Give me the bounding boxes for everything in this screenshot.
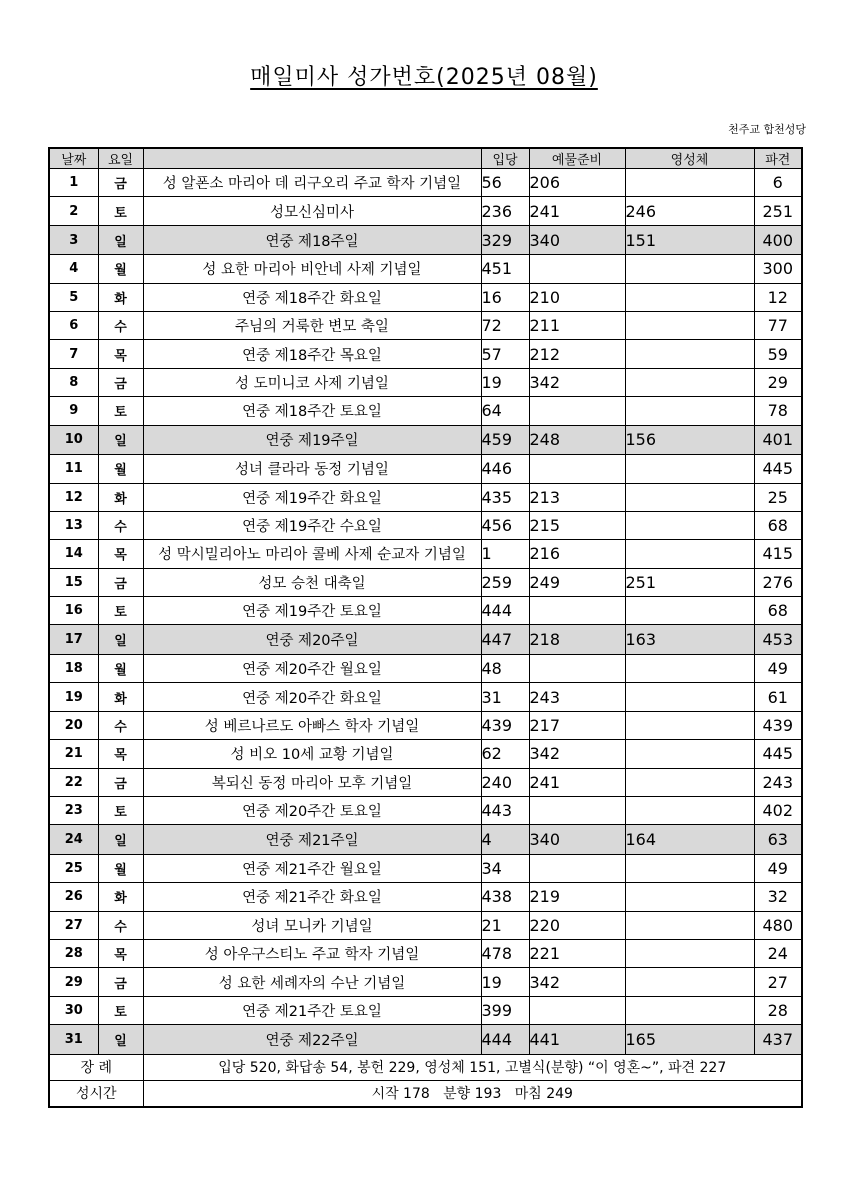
offertory-hymn bbox=[529, 455, 625, 483]
communion-hymn bbox=[625, 511, 754, 539]
date-cell: 2 bbox=[49, 197, 98, 225]
table-body bbox=[49, 169, 802, 1055]
weekday-cell: 토 bbox=[98, 397, 143, 425]
recessional-hymn: 78 bbox=[754, 397, 802, 425]
date-cell: 21 bbox=[49, 740, 98, 768]
table-row bbox=[49, 654, 802, 682]
offertory-hymn: 220 bbox=[529, 911, 625, 939]
date-cell: 5 bbox=[49, 283, 98, 311]
recessional-hymn: 63 bbox=[754, 825, 802, 855]
weekday-cell: 목 bbox=[98, 540, 143, 568]
date-cell: 29 bbox=[49, 968, 98, 996]
weekday-cell: 금 bbox=[98, 968, 143, 996]
recessional-hymn: 68 bbox=[754, 511, 802, 539]
entrance-hymn: 438 bbox=[481, 883, 529, 911]
celebration-name: 연중 제18주간 토요일 bbox=[143, 397, 481, 425]
table-row bbox=[49, 455, 802, 483]
header-ipdang: 입당 bbox=[481, 148, 529, 169]
entrance-hymn: 62 bbox=[481, 740, 529, 768]
communion-hymn bbox=[625, 854, 754, 882]
offertory-hymn: 212 bbox=[529, 340, 625, 368]
entrance-hymn: 329 bbox=[481, 225, 529, 255]
weekday-cell: 목 bbox=[98, 740, 143, 768]
celebration-name: 연중 제19주일 bbox=[143, 425, 481, 455]
entrance-hymn: 443 bbox=[481, 796, 529, 824]
celebration-name: 성 막시밀리아노 마리아 콜베 사제 순교자 기념일 bbox=[143, 540, 481, 568]
date-cell: 6 bbox=[49, 312, 98, 340]
offertory-hymn: 342 bbox=[529, 740, 625, 768]
weekday-cell: 일 bbox=[98, 625, 143, 655]
table-row bbox=[49, 540, 802, 568]
recessional-hymn: 27 bbox=[754, 968, 802, 996]
table-row bbox=[49, 968, 802, 996]
celebration-name: 연중 제22주일 bbox=[143, 1025, 481, 1055]
entrance-hymn: 57 bbox=[481, 340, 529, 368]
table-row bbox=[49, 883, 802, 911]
entrance-hymn: 447 bbox=[481, 625, 529, 655]
table-row bbox=[49, 768, 802, 796]
recessional-hymn: 445 bbox=[754, 740, 802, 768]
communion-hymn bbox=[625, 740, 754, 768]
offertory-hymn bbox=[529, 996, 625, 1024]
date-cell: 7 bbox=[49, 340, 98, 368]
communion-hymn bbox=[625, 768, 754, 796]
recessional-hymn: 77 bbox=[754, 312, 802, 340]
recessional-hymn: 251 bbox=[754, 197, 802, 225]
celebration-name: 연중 제19주간 수요일 bbox=[143, 511, 481, 539]
communion-hymn: 164 bbox=[625, 825, 754, 855]
weekday-cell: 일 bbox=[98, 1025, 143, 1055]
weekday-cell: 목 bbox=[98, 340, 143, 368]
entrance-hymn: 435 bbox=[481, 483, 529, 511]
recessional-hymn: 243 bbox=[754, 768, 802, 796]
recessional-hymn: 480 bbox=[754, 911, 802, 939]
weekday-cell: 금 bbox=[98, 768, 143, 796]
entrance-hymn: 64 bbox=[481, 397, 529, 425]
communion-hymn bbox=[625, 255, 754, 283]
weekday-cell: 수 bbox=[98, 911, 143, 939]
date-cell: 14 bbox=[49, 540, 98, 568]
entrance-hymn: 478 bbox=[481, 939, 529, 967]
communion-hymn bbox=[625, 996, 754, 1024]
table-row bbox=[49, 425, 802, 455]
communion-hymn bbox=[625, 540, 754, 568]
offertory-hymn: 441 bbox=[529, 1025, 625, 1055]
communion-hymn bbox=[625, 911, 754, 939]
table-row bbox=[49, 711, 802, 739]
table-header-row bbox=[49, 148, 802, 169]
recessional-hymn: 276 bbox=[754, 568, 802, 596]
recessional-hymn: 49 bbox=[754, 654, 802, 682]
entrance-hymn: 444 bbox=[481, 1025, 529, 1055]
weekday-cell: 화 bbox=[98, 283, 143, 311]
celebration-name: 주님의 거룩한 변모 축일 bbox=[143, 312, 481, 340]
celebration-name: 성모 승천 대축일 bbox=[143, 568, 481, 596]
weekday-cell: 토 bbox=[98, 597, 143, 625]
offertory-hymn: 213 bbox=[529, 483, 625, 511]
celebration-name: 연중 제18주일 bbox=[143, 225, 481, 255]
entrance-hymn: 456 bbox=[481, 511, 529, 539]
table-row bbox=[49, 511, 802, 539]
hymn-schedule-table bbox=[48, 147, 803, 1108]
weekday-cell: 일 bbox=[98, 825, 143, 855]
celebration-name: 연중 제21주간 토요일 bbox=[143, 996, 481, 1024]
table-row bbox=[49, 854, 802, 882]
date-cell: 8 bbox=[49, 368, 98, 396]
table-row bbox=[49, 683, 802, 711]
offertory-hymn bbox=[529, 597, 625, 625]
date-cell: 1 bbox=[49, 169, 98, 197]
recessional-hymn: 61 bbox=[754, 683, 802, 711]
offertory-hymn: 211 bbox=[529, 312, 625, 340]
celebration-name: 연중 제19주간 화요일 bbox=[143, 483, 481, 511]
celebration-name: 성녀 모니카 기념일 bbox=[143, 911, 481, 939]
offertory-hymn: 340 bbox=[529, 225, 625, 255]
communion-hymn bbox=[625, 683, 754, 711]
weekday-cell: 금 bbox=[98, 368, 143, 396]
weekday-cell: 목 bbox=[98, 939, 143, 967]
communion-hymn: 163 bbox=[625, 625, 754, 655]
header-name bbox=[143, 148, 481, 169]
date-cell: 12 bbox=[49, 483, 98, 511]
entrance-hymn: 4 bbox=[481, 825, 529, 855]
date-cell: 19 bbox=[49, 683, 98, 711]
offertory-hymn: 217 bbox=[529, 711, 625, 739]
offertory-hymn: 243 bbox=[529, 683, 625, 711]
table-row bbox=[49, 483, 802, 511]
communion-hymn bbox=[625, 368, 754, 396]
entrance-hymn: 399 bbox=[481, 996, 529, 1024]
weekday-cell: 수 bbox=[98, 312, 143, 340]
celebration-name: 성 도미니코 사제 기념일 bbox=[143, 368, 481, 396]
date-cell: 25 bbox=[49, 854, 98, 882]
entrance-hymn: 48 bbox=[481, 654, 529, 682]
communion-hymn: 251 bbox=[625, 568, 754, 596]
entrance-hymn: 31 bbox=[481, 683, 529, 711]
table-row bbox=[49, 825, 802, 855]
recessional-hymn: 437 bbox=[754, 1025, 802, 1055]
recessional-hymn: 6 bbox=[754, 169, 802, 197]
celebration-name: 연중 제19주간 토요일 bbox=[143, 597, 481, 625]
offertory-hymn bbox=[529, 854, 625, 882]
funeral-hymns: 입당 520, 화답송 54, 봉헌 229, 영성체 151, 고별식(분향) “이 영혼~”, 파견 227 bbox=[143, 1054, 802, 1080]
date-cell: 16 bbox=[49, 597, 98, 625]
weekday-cell: 월 bbox=[98, 455, 143, 483]
communion-hymn bbox=[625, 483, 754, 511]
offertory-hymn: 248 bbox=[529, 425, 625, 455]
offertory-hymn: 210 bbox=[529, 283, 625, 311]
date-cell: 28 bbox=[49, 939, 98, 967]
entrance-hymn: 240 bbox=[481, 768, 529, 796]
weekday-cell: 월 bbox=[98, 255, 143, 283]
recessional-hymn: 24 bbox=[754, 939, 802, 967]
celebration-name: 성녀 클라라 동정 기념일 bbox=[143, 455, 481, 483]
offertory-hymn bbox=[529, 397, 625, 425]
page-title bbox=[0, 60, 848, 91]
table-row bbox=[49, 568, 802, 596]
weekday-cell: 토 bbox=[98, 197, 143, 225]
celebration-name: 성 알폰소 마리아 데 리구오리 주교 학자 기념일 bbox=[143, 169, 481, 197]
weekday-cell: 금 bbox=[98, 568, 143, 596]
communion-hymn bbox=[625, 883, 754, 911]
offertory-hymn: 241 bbox=[529, 768, 625, 796]
offertory-hymn: 215 bbox=[529, 511, 625, 539]
celebration-name: 성 요한 세례자의 수난 기념일 bbox=[143, 968, 481, 996]
date-cell: 30 bbox=[49, 996, 98, 1024]
communion-hymn bbox=[625, 711, 754, 739]
date-cell: 22 bbox=[49, 768, 98, 796]
entrance-hymn: 439 bbox=[481, 711, 529, 739]
header-yemul: 예물준비 bbox=[529, 148, 625, 169]
holy-hour-label: 성시간 bbox=[49, 1080, 143, 1107]
communion-hymn bbox=[625, 939, 754, 967]
celebration-name: 성 요한 마리아 비안네 사제 기념일 bbox=[143, 255, 481, 283]
recessional-hymn: 25 bbox=[754, 483, 802, 511]
communion-hymn bbox=[625, 968, 754, 996]
entrance-hymn: 236 bbox=[481, 197, 529, 225]
celebration-name: 성모신심미사 bbox=[143, 197, 481, 225]
date-cell: 15 bbox=[49, 568, 98, 596]
offertory-hymn: 221 bbox=[529, 939, 625, 967]
recessional-hymn: 445 bbox=[754, 455, 802, 483]
celebration-name: 연중 제18주간 화요일 bbox=[143, 283, 481, 311]
offertory-hymn: 218 bbox=[529, 625, 625, 655]
recessional-hymn: 415 bbox=[754, 540, 802, 568]
offertory-hymn: 206 bbox=[529, 169, 625, 197]
table-row bbox=[49, 796, 802, 824]
organization-label: 천주교 합천성당 bbox=[728, 123, 806, 136]
date-cell: 9 bbox=[49, 397, 98, 425]
entrance-hymn: 56 bbox=[481, 169, 529, 197]
entrance-hymn: 459 bbox=[481, 425, 529, 455]
funeral-label: 장 례 bbox=[49, 1054, 143, 1080]
entrance-hymn: 1 bbox=[481, 540, 529, 568]
holy-hour-row bbox=[49, 1080, 802, 1107]
entrance-hymn: 34 bbox=[481, 854, 529, 882]
date-cell: 31 bbox=[49, 1025, 98, 1055]
page-title-text: 매일미사 성가번호(2025년 08월) bbox=[250, 65, 598, 90]
entrance-hymn: 21 bbox=[481, 911, 529, 939]
date-cell: 4 bbox=[49, 255, 98, 283]
celebration-name: 연중 제21주일 bbox=[143, 825, 481, 855]
date-cell: 26 bbox=[49, 883, 98, 911]
date-cell: 20 bbox=[49, 711, 98, 739]
celebration-name: 성 아우구스티노 주교 학자 기념일 bbox=[143, 939, 481, 967]
offertory-hymn bbox=[529, 255, 625, 283]
celebration-name: 연중 제20주일 bbox=[143, 625, 481, 655]
celebration-name: 연중 제21주간 월요일 bbox=[143, 854, 481, 882]
celebration-name: 성 베르나르도 아빠스 학자 기념일 bbox=[143, 711, 481, 739]
date-cell: 3 bbox=[49, 225, 98, 255]
entrance-hymn: 72 bbox=[481, 312, 529, 340]
celebration-name: 연중 제18주간 목요일 bbox=[143, 340, 481, 368]
recessional-hymn: 68 bbox=[754, 597, 802, 625]
table-row bbox=[49, 225, 802, 255]
table-row bbox=[49, 740, 802, 768]
header-yeongseongche: 영성체 bbox=[625, 148, 754, 169]
communion-hymn: 156 bbox=[625, 425, 754, 455]
communion-hymn bbox=[625, 283, 754, 311]
weekday-cell: 토 bbox=[98, 796, 143, 824]
communion-hymn bbox=[625, 397, 754, 425]
holy-hour-hymns: 시작 178 분향 193 마침 249 bbox=[143, 1080, 802, 1107]
weekday-cell: 화 bbox=[98, 483, 143, 511]
recessional-hymn: 453 bbox=[754, 625, 802, 655]
communion-hymn: 165 bbox=[625, 1025, 754, 1055]
table-row bbox=[49, 255, 802, 283]
table-row bbox=[49, 340, 802, 368]
table-row bbox=[49, 368, 802, 396]
entrance-hymn: 451 bbox=[481, 255, 529, 283]
celebration-name: 연중 제20주간 월요일 bbox=[143, 654, 481, 682]
offertory-hymn bbox=[529, 654, 625, 682]
date-cell: 27 bbox=[49, 911, 98, 939]
weekday-cell: 화 bbox=[98, 683, 143, 711]
date-cell: 11 bbox=[49, 455, 98, 483]
table-row bbox=[49, 996, 802, 1024]
communion-hymn bbox=[625, 312, 754, 340]
communion-hymn bbox=[625, 455, 754, 483]
offertory-hymn: 216 bbox=[529, 540, 625, 568]
recessional-hymn: 28 bbox=[754, 996, 802, 1024]
recessional-hymn: 59 bbox=[754, 340, 802, 368]
offertory-hymn: 342 bbox=[529, 368, 625, 396]
date-cell: 23 bbox=[49, 796, 98, 824]
weekday-cell: 화 bbox=[98, 883, 143, 911]
celebration-name: 연중 제20주간 토요일 bbox=[143, 796, 481, 824]
offertory-hymn: 249 bbox=[529, 568, 625, 596]
communion-hymn: 151 bbox=[625, 225, 754, 255]
entrance-hymn: 446 bbox=[481, 455, 529, 483]
recessional-hymn: 439 bbox=[754, 711, 802, 739]
offertory-hymn: 340 bbox=[529, 825, 625, 855]
weekday-cell: 월 bbox=[98, 654, 143, 682]
recessional-hymn: 32 bbox=[754, 883, 802, 911]
date-cell: 17 bbox=[49, 625, 98, 655]
header-pagyeon: 파견 bbox=[754, 148, 802, 169]
communion-hymn bbox=[625, 597, 754, 625]
date-cell: 10 bbox=[49, 425, 98, 455]
offertory-hymn: 241 bbox=[529, 197, 625, 225]
recessional-hymn: 29 bbox=[754, 368, 802, 396]
celebration-name: 성 비오 10세 교황 기념일 bbox=[143, 740, 481, 768]
entrance-hymn: 444 bbox=[481, 597, 529, 625]
offertory-hymn bbox=[529, 796, 625, 824]
header-date: 날짜 bbox=[49, 148, 98, 169]
weekday-cell: 월 bbox=[98, 854, 143, 882]
recessional-hymn: 402 bbox=[754, 796, 802, 824]
date-cell: 24 bbox=[49, 825, 98, 855]
celebration-name: 연중 제20주간 화요일 bbox=[143, 683, 481, 711]
table-row bbox=[49, 169, 802, 197]
table-row bbox=[49, 625, 802, 655]
entrance-hymn: 19 bbox=[481, 968, 529, 996]
date-cell: 13 bbox=[49, 511, 98, 539]
recessional-hymn: 12 bbox=[754, 283, 802, 311]
entrance-hymn: 16 bbox=[481, 283, 529, 311]
table-row bbox=[49, 911, 802, 939]
weekday-cell: 일 bbox=[98, 425, 143, 455]
communion-hymn: 246 bbox=[625, 197, 754, 225]
recessional-hymn: 49 bbox=[754, 854, 802, 882]
weekday-cell: 일 bbox=[98, 225, 143, 255]
offertory-hymn: 342 bbox=[529, 968, 625, 996]
funeral-row bbox=[49, 1054, 802, 1080]
weekday-cell: 토 bbox=[98, 996, 143, 1024]
weekday-cell: 금 bbox=[98, 169, 143, 197]
communion-hymn bbox=[625, 796, 754, 824]
recessional-hymn: 401 bbox=[754, 425, 802, 455]
communion-hymn bbox=[625, 340, 754, 368]
weekday-cell: 수 bbox=[98, 711, 143, 739]
table-row bbox=[49, 397, 802, 425]
weekday-cell: 수 bbox=[98, 511, 143, 539]
header-day: 요일 bbox=[98, 148, 143, 169]
table-row bbox=[49, 197, 802, 225]
recessional-hymn: 300 bbox=[754, 255, 802, 283]
celebration-name: 복되신 동정 마리아 모후 기념일 bbox=[143, 768, 481, 796]
entrance-hymn: 259 bbox=[481, 568, 529, 596]
entrance-hymn: 19 bbox=[481, 368, 529, 396]
communion-hymn bbox=[625, 654, 754, 682]
table-row bbox=[49, 1025, 802, 1055]
celebration-name: 연중 제21주간 화요일 bbox=[143, 883, 481, 911]
offertory-hymn: 219 bbox=[529, 883, 625, 911]
table-row bbox=[49, 939, 802, 967]
date-cell: 18 bbox=[49, 654, 98, 682]
table-row bbox=[49, 283, 802, 311]
table-row bbox=[49, 312, 802, 340]
recessional-hymn: 400 bbox=[754, 225, 802, 255]
communion-hymn bbox=[625, 169, 754, 197]
table-row bbox=[49, 597, 802, 625]
